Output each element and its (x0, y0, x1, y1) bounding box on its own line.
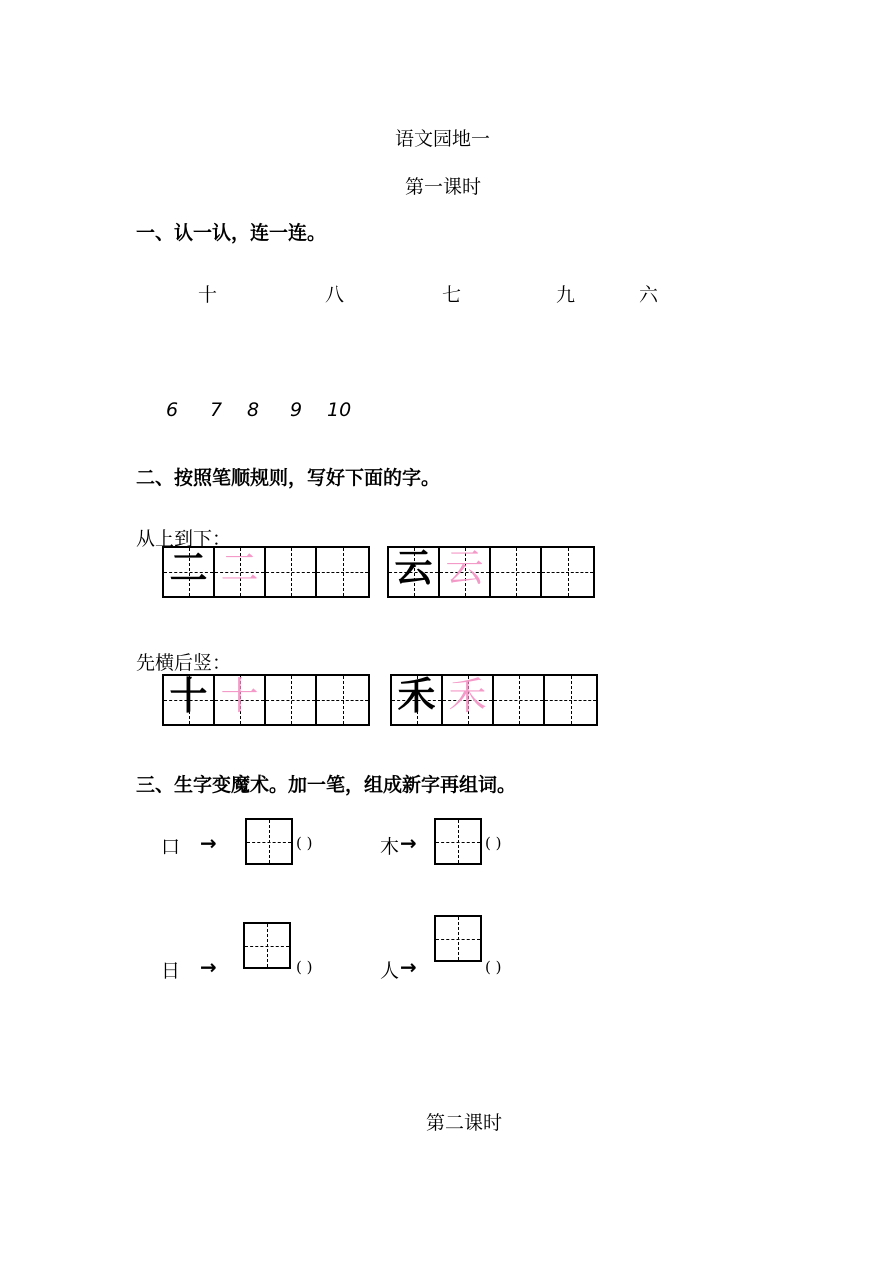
writing-grid[interactable] (387, 546, 595, 598)
grid-cell[interactable] (542, 548, 593, 596)
rule-label: 从上到下： (136, 528, 232, 550)
grid-cell[interactable] (266, 676, 317, 724)
grid-cell[interactable] (317, 548, 368, 596)
answer-box[interactable] (243, 922, 291, 969)
grid-cell[interactable] (545, 676, 596, 724)
number-item: 9 (290, 399, 303, 421)
example-character: 二 (169, 546, 208, 590)
base-character: 口 (161, 836, 181, 858)
example-character: 十 (169, 674, 208, 718)
grid-cell[interactable] (317, 676, 368, 724)
number-item: 8 (247, 399, 260, 421)
answer-box[interactable] (434, 915, 482, 962)
number-item: 6 (166, 399, 179, 421)
base-character: 日 (161, 960, 181, 982)
grid-cell[interactable] (164, 676, 215, 724)
number-item: 10 (327, 399, 352, 421)
writing-grid[interactable] (162, 546, 370, 598)
example-character: 禾 (397, 674, 436, 718)
word-blank[interactable]: ( ) (296, 958, 313, 976)
base-character: 人 (380, 960, 400, 982)
lesson-two-title: 第二课时 (426, 1112, 503, 1134)
character-item: 八 (325, 284, 345, 306)
character-item: 六 (639, 284, 659, 306)
writing-grid[interactable] (162, 674, 370, 726)
right-arrow-icon: → (200, 955, 217, 979)
word-blank[interactable]: ( ) (485, 958, 502, 976)
base-character: 木 (380, 836, 400, 858)
character-item: 十 (198, 284, 218, 306)
grid-cell[interactable] (443, 676, 494, 724)
grid-cell[interactable] (266, 548, 317, 596)
right-arrow-icon: → (200, 831, 217, 855)
section-one-heading: 一、认一认，连一连。 (136, 222, 327, 244)
grid-cell[interactable] (494, 676, 545, 724)
number-item: 7 (210, 399, 223, 421)
character-item: 七 (442, 284, 462, 306)
word-blank[interactable]: ( ) (485, 834, 502, 852)
lesson-one-title: 第一课时 (405, 176, 482, 198)
grid-cell[interactable] (392, 676, 443, 724)
writing-grid[interactable] (390, 674, 598, 726)
right-arrow-icon: → (400, 831, 417, 855)
grid-cell[interactable] (164, 548, 215, 596)
trace-character: 云 (445, 546, 484, 590)
answer-box[interactable] (434, 818, 482, 865)
trace-character: 禾 (448, 674, 487, 718)
trace-character: 二 (220, 546, 259, 590)
section-two-heading: 二、按照笔顺规则，写好下面的字。 (136, 467, 441, 489)
grid-cell[interactable] (215, 548, 266, 596)
trace-character: 十 (220, 674, 259, 718)
grid-cell[interactable] (215, 676, 266, 724)
rule-label: 先横后竖： (136, 652, 232, 674)
section-three-heading: 三、生字变魔术。加一笔，组成新字再组词。 (136, 774, 517, 796)
answer-box[interactable] (245, 818, 293, 865)
grid-cell[interactable] (440, 548, 491, 596)
character-item: 九 (556, 284, 576, 306)
word-blank[interactable]: ( ) (296, 834, 313, 852)
grid-cell[interactable] (491, 548, 542, 596)
right-arrow-icon: → (400, 955, 417, 979)
page-title: 语文园地一 (395, 128, 491, 150)
example-character: 云 (394, 546, 433, 590)
grid-cell[interactable] (389, 548, 440, 596)
